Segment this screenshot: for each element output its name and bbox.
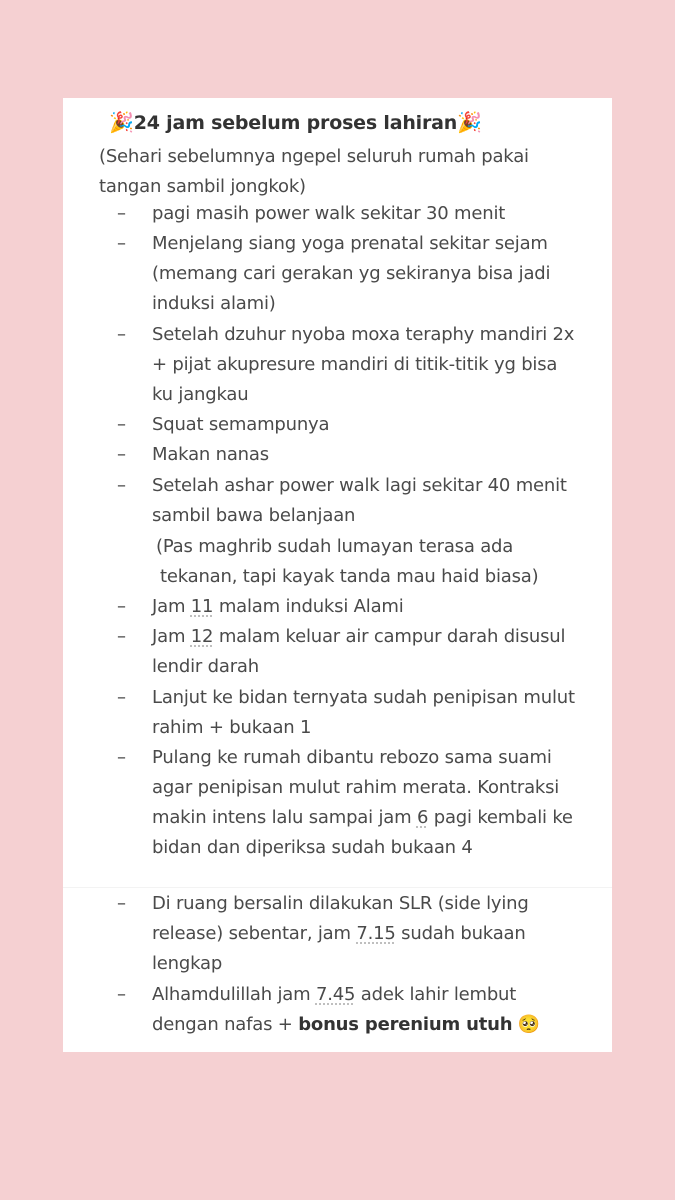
dash-bullet: – (117, 596, 126, 617)
bold-highlight: bonus perenium utuh (298, 1014, 513, 1035)
dash-bullet: – (117, 475, 126, 496)
time-link[interactable]: 12 (190, 626, 214, 647)
intro-text: (Sehari sebelumnya ngepel seluruh rumah pakai tangan sambil jongkok) (99, 146, 529, 197)
paren-note-line: (Pas maghrib sudah lumayan terasa ada (156, 536, 514, 557)
list-item-text: Squat semampunya (152, 414, 330, 435)
time-link[interactable]: 6 (416, 807, 429, 828)
list-item-text: Pulang ke rumah dibantu rebozo sama suami agar penipisan mulut rahim merata. Kontraksi makin intens lalu sampai jam 6 pagi kembali ke bidan dan diperiksa sudah bukaan 4 (152, 747, 573, 858)
divider (63, 887, 612, 888)
paren-note-line: tekanan, tapi kayak tanda mau haid biasa) (160, 566, 539, 587)
time-link[interactable]: 7.15 (356, 923, 396, 944)
dash-bullet: – (117, 747, 126, 768)
pleading-face-icon: 🥺 (517, 1014, 541, 1035)
list-item-text: Alhamdulillah jam 7.45 adek lahir lembut dengan nafas + bonus perenium utuh 🥺 (152, 984, 541, 1035)
title-text: 24 jam sebelum proses lahiran (133, 112, 458, 134)
dash-bullet: – (117, 203, 126, 224)
dash-bullet: – (117, 233, 126, 254)
time-link[interactable]: 11 (190, 596, 214, 617)
dash-bullet: – (117, 324, 126, 345)
list-item-text: Setelah dzuhur nyoba moxa teraphy mandiri 2x + pijat akupresure mandiri di titik-titik yg bisa ku jangkau (152, 324, 575, 405)
list-item-text: Setelah ashar power walk lagi sekitar 40 menit sambil bawa belanjaan (152, 475, 567, 526)
list-item-text: Lanjut ke bidan ternyata sudah penipisan mulut rahim + bukaan 1 (152, 687, 575, 738)
list-item-text: Jam 12 malam keluar air campur darah disusul lendir darah (152, 626, 566, 677)
list-item-text: Menjelang siang yoga prenatal sekitar sejam (memang cari gerakan yg sekiranya bisa jadi induksi alami) (152, 233, 551, 314)
list-item-text: Makan nanas (152, 444, 269, 465)
party-popper-icon: 🎉 (109, 110, 134, 134)
list-item-text: pagi masih power walk sekitar 30 menit (152, 203, 506, 224)
list-item-text: Jam 11 malam induksi Alami (152, 596, 404, 617)
list-item-text: Di ruang bersalin dilakukan SLR (side lying release) sebentar, jam 7.15 sudah bukaan lengkap (152, 893, 529, 974)
dash-bullet: – (117, 687, 126, 708)
dash-bullet: – (117, 626, 126, 647)
time-link[interactable]: 7.45 (315, 984, 356, 1005)
dash-bullet: – (117, 444, 126, 465)
party-popper-icon: 🎉 (457, 110, 482, 134)
dash-bullet: – (117, 414, 126, 435)
dash-bullet: – (117, 893, 126, 914)
dash-bullet: – (117, 984, 126, 1005)
page-title (109, 110, 482, 134)
